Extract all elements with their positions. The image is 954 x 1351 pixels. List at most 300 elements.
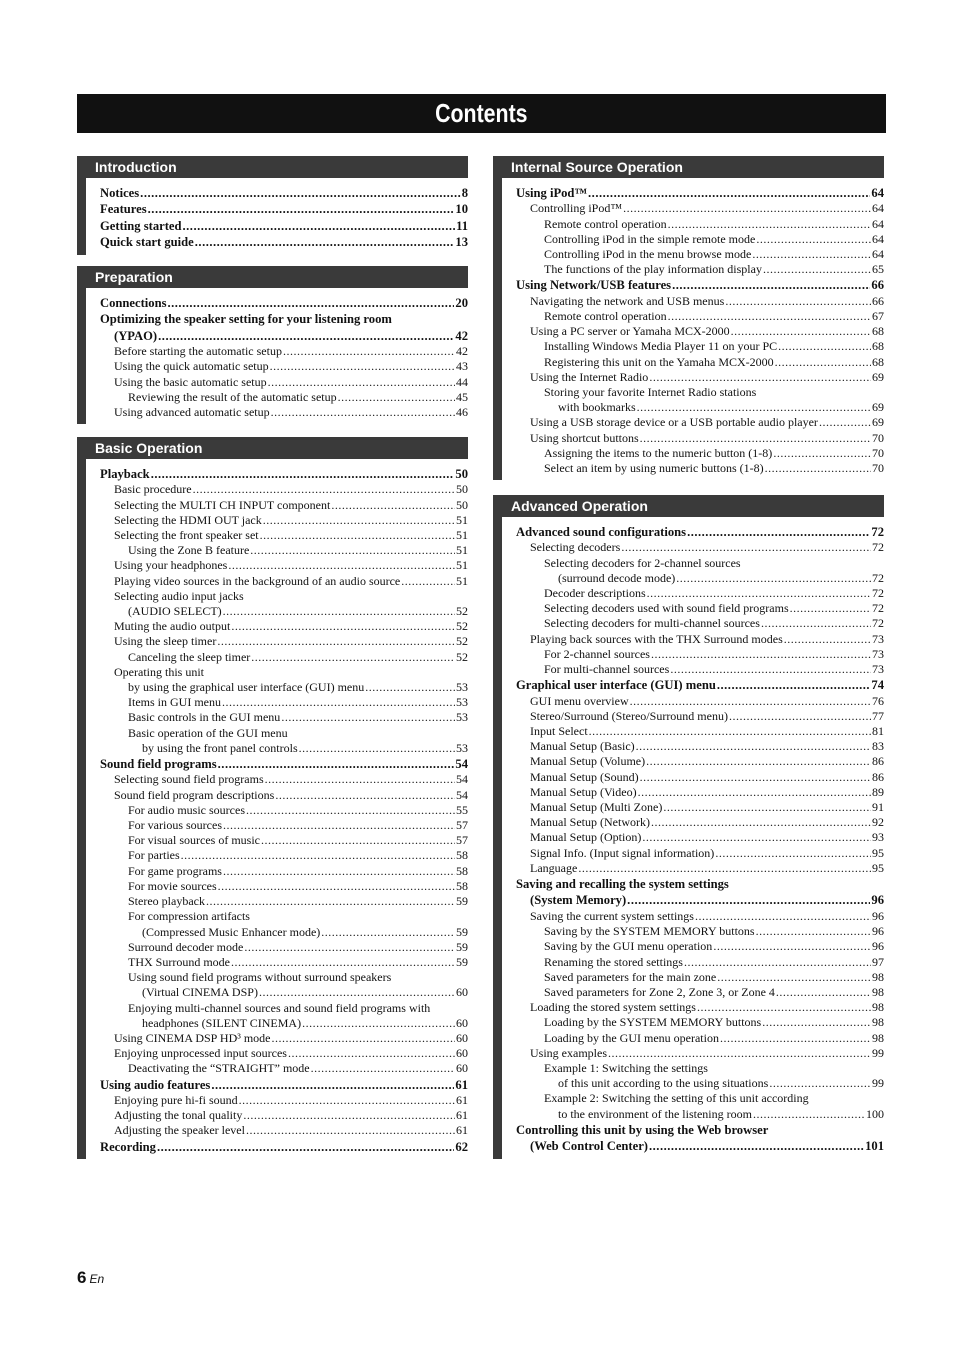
toc-entry-page: 70 — [872, 430, 884, 445]
toc-entry-label: The functions of the play information display — [544, 262, 762, 277]
toc-entry-page: 86 — [872, 754, 884, 769]
toc-entry-page: 59 — [456, 954, 468, 969]
toc-entry-page: 73 — [872, 662, 884, 677]
toc-entry[interactable] — [502, 385, 884, 400]
toc-entry-page: 69 — [872, 400, 884, 415]
toc-entry[interactable] — [502, 586, 884, 601]
toc-entry-page: 10 — [455, 202, 468, 217]
toc-entry[interactable] — [86, 894, 468, 909]
toc-entry[interactable] — [502, 1000, 884, 1015]
toc-entry-label: Saving by the SYSTEM MEMORY buttons — [544, 924, 755, 939]
toc-entry-label: Loading by the SYSTEM MEMORY buttons — [544, 1015, 762, 1030]
toc-entry-page: 50 — [456, 482, 468, 497]
toc-entry[interactable] — [86, 879, 468, 894]
toc-entry[interactable] — [86, 218, 468, 234]
toc-entry[interactable] — [502, 785, 884, 800]
toc-entry-label: Controlling iPod™ — [530, 201, 623, 216]
toc-entry-label: Saved parameters for the main zone — [544, 969, 717, 984]
toc-entry-page: 13 — [455, 235, 468, 250]
toc-leader-dots — [365, 680, 455, 695]
toc-entry[interactable] — [502, 309, 884, 324]
toc-entry-label: For movie sources — [128, 878, 217, 893]
toc-entry[interactable] — [502, 876, 884, 892]
toc-entry[interactable] — [502, 830, 884, 845]
toc-leader-dots — [206, 894, 455, 909]
toc-entry-label: Playback — [100, 467, 150, 481]
toc-entry-label: Manual Setup (Volume) — [530, 754, 646, 769]
toc-entry[interactable] — [502, 1091, 884, 1106]
toc-entry-page: 64 — [872, 216, 884, 231]
toc-entry-page: 62 — [455, 1139, 468, 1154]
toc-leader-dots — [268, 375, 455, 390]
toc-entry[interactable] — [86, 1139, 468, 1155]
toc-entry-label: Basic operation of the GUI menu — [128, 725, 288, 740]
toc-entry[interactable] — [502, 1031, 884, 1046]
toc-entry[interactable] — [502, 985, 884, 1000]
toc-entry[interactable] — [86, 848, 468, 863]
toc-leader-dots — [725, 294, 871, 309]
toc-entry-label: For audio music sources — [128, 802, 245, 817]
toc-entry[interactable] — [86, 695, 468, 710]
toc-entry-label: headphones (SILENT CINEMA) — [142, 1015, 302, 1030]
toc-entry-page: 67 — [872, 309, 884, 324]
toc-entry-label: Manual Setup (Video) — [530, 784, 637, 799]
toc-entry[interactable] — [502, 662, 884, 677]
toc-entry[interactable] — [86, 359, 468, 374]
toc-entry[interactable] — [86, 574, 468, 589]
toc-entry[interactable] — [502, 446, 884, 461]
toc-leader-dots — [181, 848, 455, 863]
toc-entry[interactable] — [502, 1015, 884, 1030]
toc-entry[interactable] — [502, 815, 884, 830]
toc-entry-page: 52 — [456, 619, 468, 634]
toc-entry-page: 64 — [872, 247, 884, 262]
toc-entry[interactable] — [86, 864, 468, 879]
toc-entry[interactable] — [86, 185, 468, 201]
toc-entry[interactable] — [86, 1046, 468, 1061]
toc-entry[interactable] — [502, 1046, 884, 1061]
toc-leader-dots — [244, 940, 455, 955]
toc-leader-dots — [211, 1077, 454, 1093]
toc-entry[interactable] — [502, 924, 884, 939]
toc-entry-page: 72 — [872, 540, 884, 555]
toc-entry-page: 60 — [456, 985, 468, 1000]
toc-entry[interactable] — [502, 677, 884, 693]
toc-entry-label: Loading the stored system settings — [530, 1000, 696, 1015]
toc-entry[interactable] — [502, 861, 884, 876]
toc-entry-page: 66 — [871, 278, 884, 293]
toc-entry-label: GUI menu overview — [530, 693, 629, 708]
toc-entry[interactable] — [502, 232, 884, 247]
toc-leader-dots — [321, 925, 455, 940]
toc-entry[interactable] — [86, 1077, 468, 1093]
toc-entry[interactable] — [86, 803, 468, 818]
toc-leader-dots — [717, 970, 871, 985]
toc-entry-page: 57 — [456, 818, 468, 833]
toc-entry-page: 51 — [456, 528, 468, 543]
toc-entry[interactable] — [502, 939, 884, 954]
section-entries — [493, 178, 884, 480]
toc-entry[interactable] — [86, 1123, 468, 1138]
toc-entry[interactable] — [502, 601, 884, 616]
toc-entry[interactable] — [86, 710, 468, 725]
toc-entry-label: with bookmarks — [558, 400, 636, 415]
toc-leader-dots — [695, 909, 871, 924]
toc-entry-page: 53 — [456, 740, 468, 755]
toc-entry[interactable] — [502, 431, 884, 446]
toc-entry-label: Surround decoder mode — [128, 939, 244, 954]
toc-entry-page: 64 — [872, 231, 884, 246]
toc-entry[interactable] — [86, 726, 468, 741]
toc-entry-label: Language — [530, 860, 578, 875]
toc-entry[interactable] — [86, 466, 468, 482]
toc-entry-page: 53 — [456, 695, 468, 710]
toc-entry[interactable] — [86, 558, 468, 573]
toc-leader-dots — [637, 400, 871, 415]
toc-entry-page: 61 — [456, 1092, 468, 1107]
toc-leader-dots — [217, 634, 455, 649]
toc-entry-page: 96 — [872, 908, 884, 923]
toc-entry-label: For multi-channel sources — [544, 662, 670, 677]
toc-entry[interactable] — [502, 724, 884, 739]
toc-entry[interactable] — [86, 756, 468, 772]
toc-entry[interactable] — [502, 294, 884, 309]
toc-entry[interactable] — [502, 800, 884, 815]
toc-entry[interactable] — [86, 970, 468, 985]
toc-entry[interactable] — [86, 589, 468, 604]
toc-entry-page: 59 — [456, 924, 468, 939]
toc-entry[interactable] — [86, 909, 468, 924]
toc-entry[interactable] — [502, 1107, 884, 1122]
toc-entry-page: 96 — [871, 893, 884, 908]
toc-entry[interactable] — [502, 400, 884, 415]
toc-entry-page: 68 — [872, 339, 884, 354]
toc-entry[interactable] — [86, 634, 468, 649]
toc-leader-dots — [784, 632, 871, 647]
toc-leader-dots — [651, 815, 871, 830]
toc-entry-page: 51 — [456, 512, 468, 527]
toc-entry[interactable] — [502, 970, 884, 985]
toc-entry-label: Canceling the sleep timer — [128, 649, 251, 664]
toc-entry[interactable] — [502, 1061, 884, 1076]
toc-entry-label: Input Select — [530, 724, 588, 739]
toc-leader-dots — [670, 662, 871, 677]
toc-entry[interactable] — [502, 262, 884, 277]
toc-entry-label: Saving the current system settings — [530, 908, 694, 923]
toc-entry-page: 46 — [456, 405, 468, 420]
section-heading: Introduction — [77, 156, 468, 178]
toc-entry[interactable] — [502, 524, 884, 540]
toc-entry-page: 54 — [455, 757, 468, 772]
toc-leader-dots — [578, 861, 871, 876]
toc-entry[interactable] — [86, 955, 468, 970]
toc-entry[interactable] — [86, 619, 468, 634]
toc-entry[interactable] — [502, 339, 884, 354]
toc-leader-dots — [761, 616, 871, 631]
toc-entry[interactable] — [86, 650, 468, 665]
toc-entry-page: 52 — [456, 634, 468, 649]
toc-entry-label: Getting started — [100, 218, 182, 233]
toc-entry[interactable] — [502, 694, 884, 709]
toc-entry-label: Signal Info. (Input signal information) — [530, 845, 715, 860]
toc-entry-page: 93 — [872, 830, 884, 845]
toc-entry[interactable] — [86, 665, 468, 680]
toc-entry-label: Enjoying pure hi-fi sound — [114, 1092, 238, 1107]
toc-leader-dots — [778, 339, 871, 354]
toc-entry[interactable] — [86, 1001, 468, 1016]
toc-entry[interactable] — [502, 415, 884, 430]
toc-entry[interactable] — [86, 498, 468, 513]
toc-entry[interactable] — [502, 461, 884, 476]
toc-leader-dots — [231, 619, 455, 634]
toc-leader-dots — [239, 1093, 455, 1108]
toc-entry[interactable] — [502, 955, 884, 970]
toc-entry[interactable] — [86, 985, 468, 1000]
toc-leader-dots — [261, 833, 455, 848]
toc-entry-label: (Web Control Center) — [530, 1139, 648, 1154]
toc-entry[interactable] — [86, 234, 468, 250]
toc-leader-dots — [647, 586, 871, 601]
toc-entry[interactable] — [86, 375, 468, 390]
toc-entry[interactable] — [86, 295, 468, 311]
toc-entry[interactable] — [502, 632, 884, 647]
section-heading: Preparation — [77, 266, 468, 288]
toc-entry[interactable] — [502, 277, 884, 293]
toc-entry-label: of this unit according to the using situations — [558, 1076, 769, 1091]
toc-leader-dots — [250, 543, 455, 558]
toc-entry-label: Using your headphones — [114, 558, 228, 573]
toc-entry[interactable] — [86, 818, 468, 833]
toc-entry-label: Stereo playback — [128, 894, 205, 909]
toc-entry[interactable] — [86, 528, 468, 543]
section-entries — [493, 517, 884, 1159]
toc-entry[interactable] — [86, 344, 468, 359]
toc-entry-label: Using the quick automatic setup — [114, 359, 269, 374]
toc-leader-dots — [630, 694, 871, 709]
toc-entry-page: 59 — [456, 894, 468, 909]
toc-entry[interactable] — [86, 311, 468, 327]
toc-entry-label: Saving and recalling the system settings — [516, 877, 729, 892]
toc-entry[interactable] — [86, 405, 468, 420]
toc-entry[interactable] — [86, 788, 468, 803]
toc-entry-page: 58 — [456, 863, 468, 878]
toc-entry[interactable] — [502, 571, 884, 586]
toc-entry[interactable] — [502, 1138, 884, 1154]
toc-entry-label: Sound field program descriptions — [114, 787, 275, 802]
toc-leader-dots — [148, 201, 455, 217]
toc-entry-label: Example 2: Switching the setting of this unit according — [544, 1091, 809, 1106]
section-advanced-operation — [493, 495, 884, 1159]
toc-entry[interactable] — [86, 482, 468, 497]
toc-leader-dots — [646, 754, 871, 769]
toc-leader-dots — [756, 924, 871, 939]
toc-leader-dots — [260, 528, 455, 543]
toc-entry-label: (Virtual CINEMA DSP) — [142, 985, 258, 1000]
toc-entry-label: to the environment of the listening room — [558, 1106, 752, 1121]
toc-entry-label: Example 1: Switching the settings — [544, 1060, 708, 1075]
toc-leader-dots — [222, 695, 455, 710]
toc-leader-dots — [157, 1139, 454, 1155]
toc-entry-label: Selecting the MULTI CH INPUT component — [114, 497, 331, 512]
toc-entry-page: 91 — [872, 800, 884, 815]
toc-entry-page: 20 — [455, 296, 468, 310]
toc-entry-page: 68 — [872, 354, 884, 369]
toc-entry-label: Selecting sound field programs — [114, 772, 264, 787]
toc-entry[interactable] — [86, 390, 468, 405]
toc-entry-page: 69 — [872, 369, 884, 384]
toc-leader-dots — [676, 571, 871, 586]
toc-leader-dots — [775, 355, 871, 370]
toc-leader-dots — [819, 415, 871, 430]
toc-entry-label: Controlling this unit by using the Web browser — [516, 1122, 769, 1137]
toc-leader-dots — [263, 513, 455, 528]
toc-entry-label: (AUDIO SELECT) — [128, 604, 222, 619]
toc-entry-page: 73 — [872, 646, 884, 661]
toc-entry-label: Before starting the automatic setup — [114, 344, 282, 359]
toc-entry-page: 98 — [872, 1030, 884, 1045]
toc-entry[interactable] — [502, 1122, 884, 1138]
toc-entry-page: 100 — [866, 1106, 884, 1121]
toc-entry-label: Navigating the network and USB menus — [530, 293, 725, 308]
toc-entry-page: 60 — [456, 1061, 468, 1076]
toc-entry-page: 11 — [456, 218, 468, 233]
toc-entry-label: Registering this unit on the Yamaha MCX-2000 — [544, 354, 774, 369]
toc-entry[interactable] — [86, 604, 468, 619]
toc-entry[interactable] — [502, 217, 884, 232]
toc-entry[interactable] — [502, 647, 884, 662]
toc-leader-dots — [246, 1123, 455, 1138]
toc-entry-page: 44 — [456, 374, 468, 389]
toc-entry-label: Playing video sources in the background of an audio source — [114, 573, 401, 588]
toc-leader-dots — [776, 985, 871, 1000]
toc-entry-page: 73 — [872, 631, 884, 646]
toc-entry-page: 60 — [456, 1015, 468, 1030]
toc-leader-dots — [762, 1015, 871, 1030]
toc-entry-page: 58 — [456, 848, 468, 863]
toc-leader-dots — [251, 650, 455, 665]
toc-entry[interactable] — [86, 1031, 468, 1046]
toc-entry-page: 98 — [872, 969, 884, 984]
toc-entry[interactable] — [502, 540, 884, 555]
toc-entry[interactable] — [86, 680, 468, 695]
toc-entry-label: Assigning the items to the numeric button (1-8) — [544, 445, 773, 460]
toc-entry[interactable] — [502, 739, 884, 754]
toc-entry[interactable] — [86, 328, 468, 344]
toc-entry-page: 92 — [872, 815, 884, 830]
toc-entry-page: 89 — [872, 784, 884, 799]
toc-entry-page: 65 — [872, 262, 884, 277]
toc-leader-dots — [608, 1046, 871, 1061]
toc-entry[interactable] — [502, 185, 884, 201]
toc-entry-page: 53 — [456, 710, 468, 725]
toc-entry-label: Selecting the HDMI OUT jack — [114, 512, 262, 527]
toc-entry-label: (Compressed Music Enhancer mode) — [142, 924, 321, 939]
toc-entry-page: 70 — [872, 445, 884, 460]
toc-entry-page: 68 — [872, 324, 884, 339]
section-heading: Advanced Operation — [493, 495, 884, 517]
toc-entry-label: For parties — [128, 848, 180, 863]
page-title-bar — [77, 94, 886, 133]
toc-entry[interactable] — [86, 772, 468, 787]
section-entries — [77, 288, 468, 424]
toc-entry[interactable] — [86, 513, 468, 528]
toc-leader-dots — [697, 1000, 871, 1015]
toc-entry[interactable] — [502, 754, 884, 769]
toc-entry-page: 86 — [872, 769, 884, 784]
toc-entry[interactable] — [86, 1093, 468, 1108]
toc-entry[interactable] — [86, 543, 468, 558]
toc-entry-label: Notices — [100, 186, 140, 200]
toc-leader-dots — [589, 724, 871, 739]
toc-entry[interactable] — [502, 201, 884, 216]
toc-leader-dots — [640, 431, 871, 446]
toc-entry-page: 98 — [872, 1015, 884, 1030]
toc-entry-label: Remote control operation — [544, 216, 667, 231]
toc-entry[interactable] — [502, 892, 884, 908]
toc-entry[interactable] — [86, 1061, 468, 1076]
toc-entry-label: Manual Setup (Option) — [530, 830, 642, 845]
toc-entry[interactable] — [502, 556, 884, 571]
toc-entry[interactable] — [502, 770, 884, 785]
toc-entry-page: 76 — [872, 693, 884, 708]
toc-entry[interactable] — [86, 1108, 468, 1123]
toc-leader-dots — [649, 1138, 864, 1154]
toc-leader-dots — [668, 309, 871, 324]
toc-entry-label: Quick start guide — [100, 235, 194, 250]
toc-entry-label: by using the graphical user interface (GUI) menu — [128, 680, 365, 695]
toc-entry[interactable] — [502, 709, 884, 724]
toc-leader-dots — [715, 846, 871, 861]
toc-entry-label: Graphical user interface (GUI) menu — [516, 678, 716, 693]
toc-entry-label: THX Surround mode — [128, 954, 230, 969]
toc-entry-page: 61 — [455, 1077, 468, 1092]
toc-entry[interactable] — [502, 355, 884, 370]
page-title: Contents — [435, 98, 528, 128]
toc-entry-label: Using a PC server or Yamaha MCX-2000 — [530, 324, 730, 339]
toc-entry[interactable] — [502, 1076, 884, 1091]
toc-entry[interactable] — [86, 1016, 468, 1031]
toc-entry-page: 52 — [456, 649, 468, 664]
toc-entry[interactable] — [502, 616, 884, 631]
section-entries — [77, 459, 468, 1159]
toc-entry-label: Installing Windows Media Player 11 on your PC — [544, 339, 778, 354]
toc-entry[interactable] — [502, 324, 884, 339]
toc-entry[interactable] — [502, 247, 884, 262]
toc-entry-label: Selecting the front speaker set — [114, 528, 259, 543]
toc-entry-label: Selecting decoders for 2-channel sources — [544, 555, 741, 570]
toc-entry-label: (YPAO) — [114, 328, 158, 343]
toc-entry-page: 72 — [872, 586, 884, 601]
toc-entry-page: 61 — [456, 1108, 468, 1123]
toc-entry[interactable] — [86, 833, 468, 848]
toc-entry-label: Selecting decoders used with sound field programs — [544, 601, 789, 616]
toc-entry-label: Enjoying unprocessed input sources — [114, 1046, 287, 1061]
toc-leader-dots — [231, 955, 455, 970]
toc-leader-dots — [228, 558, 455, 573]
toc-entry[interactable] — [86, 741, 468, 756]
toc-entry-label: Stereo/Surround (Stereo/Surround menu) — [530, 708, 728, 723]
toc-entry[interactable] — [86, 925, 468, 940]
toc-entry-label: Select an item by using numeric buttons (1-8) — [544, 461, 764, 476]
toc-entry[interactable] — [502, 370, 884, 385]
toc-entry-page: 97 — [872, 954, 884, 969]
toc-entry[interactable] — [502, 909, 884, 924]
toc-entry[interactable] — [502, 846, 884, 861]
toc-entry[interactable] — [86, 201, 468, 217]
toc-leader-dots — [672, 277, 870, 293]
toc-leader-dots — [272, 1031, 456, 1046]
toc-entry[interactable] — [86, 940, 468, 955]
